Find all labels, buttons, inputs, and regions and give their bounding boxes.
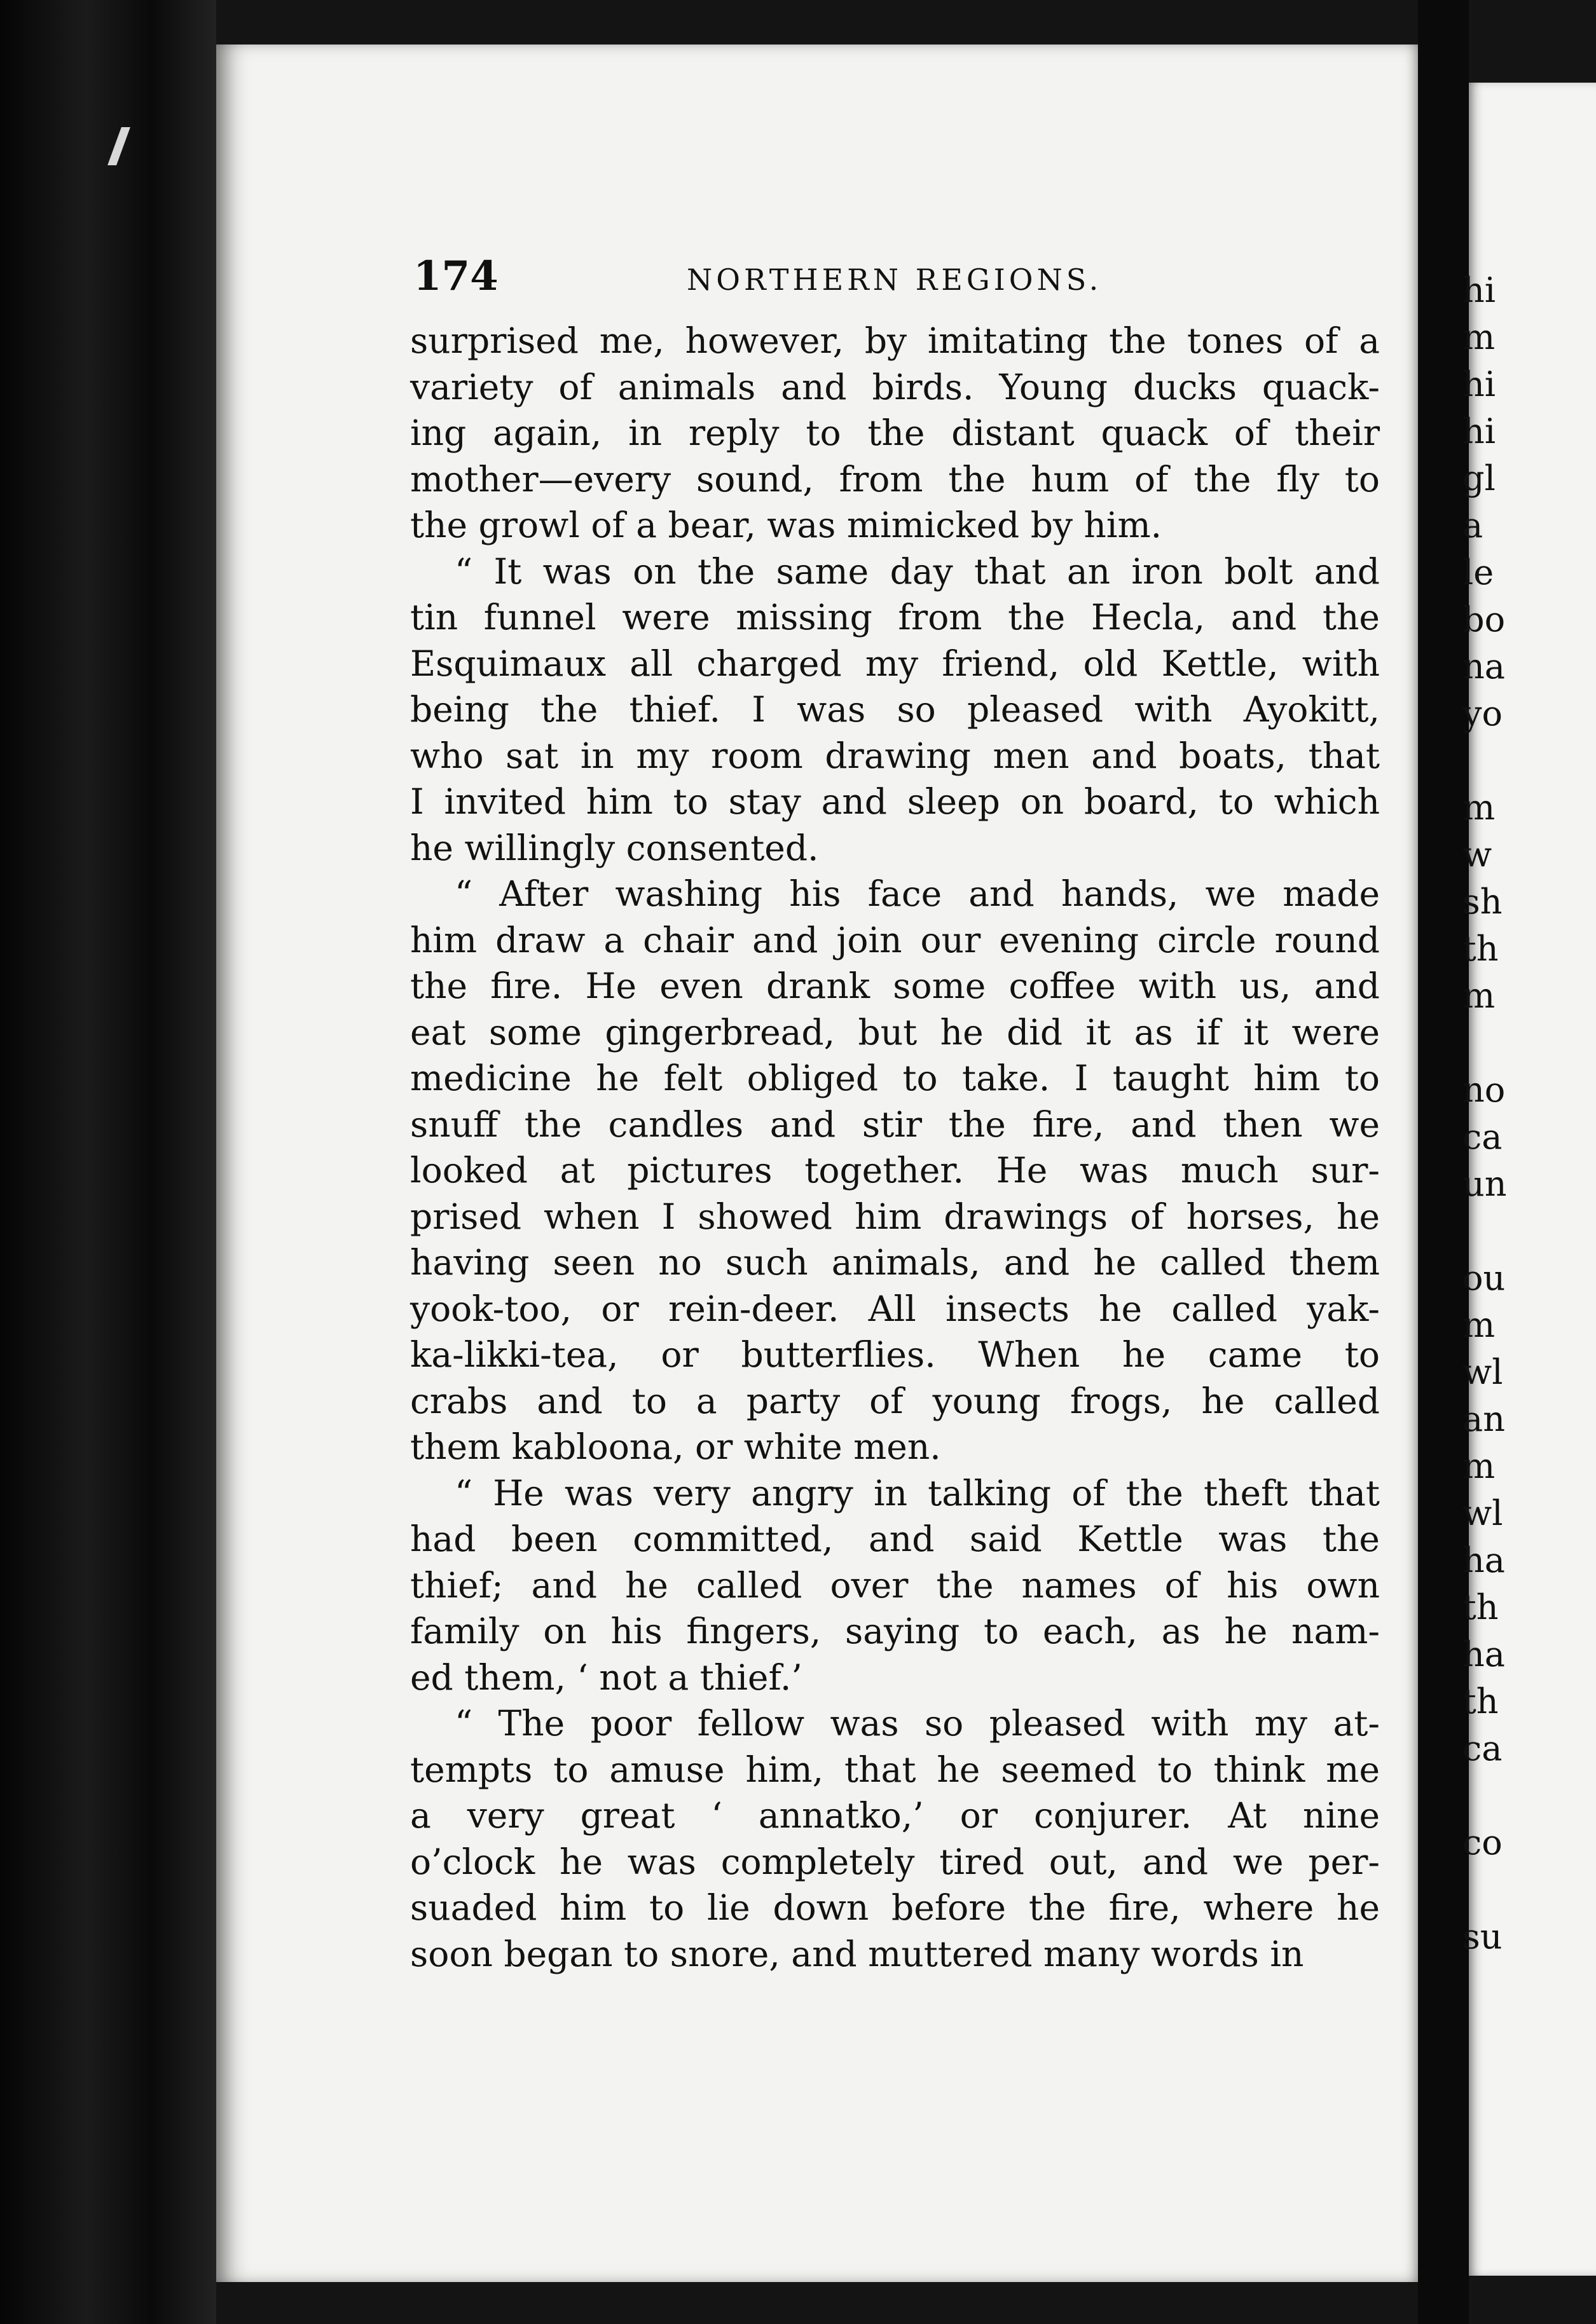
- text-line: him draw a chair and join our evening circle round: [410, 919, 1380, 960]
- text-line: “ He was very angry in talking of the theft that: [455, 1472, 1380, 1514]
- text-line: who sat in my room drawing men and boats, that: [410, 735, 1380, 776]
- text-line: them kabloona, or white men.: [410, 1426, 941, 1467]
- next-page-fragment: w: [1462, 835, 1492, 875]
- book-binding: [0, 0, 216, 2324]
- text-line: I invited him to stay and sleep on board, to which: [410, 781, 1380, 822]
- text-line: Esquimaux all charged my friend, old Kettle, with: [410, 643, 1380, 684]
- next-page-fragment: th: [1462, 1681, 1499, 1721]
- next-page-fragment: an: [1462, 1399, 1505, 1439]
- next-page-fragment: th: [1462, 1587, 1499, 1627]
- paragraph: [410, 318, 1380, 549]
- text-line: surprised me, however, by imitating the tones of a: [410, 320, 1380, 361]
- next-page-fragment: sh: [1462, 882, 1503, 922]
- next-page-fragment: ha: [1462, 1540, 1505, 1580]
- next-page-fragment: th: [1462, 929, 1499, 969]
- text-line: looked at pictures together. He was much sur-: [410, 1150, 1380, 1191]
- next-page-fragment: [1367, 1020, 1507, 1067]
- next-page-fragment: le: [1462, 552, 1494, 592]
- next-page-fragment: m: [1462, 317, 1496, 357]
- next-page-fragment: no: [1462, 1070, 1506, 1110]
- text-line: having seen no such animals, and he called them: [410, 1242, 1380, 1283]
- paragraph: [410, 1700, 1380, 1977]
- paragraph: [410, 1470, 1380, 1701]
- text-line: he willingly consented.: [410, 827, 819, 868]
- text-line: crabs and to a party of young frogs, he called: [410, 1380, 1380, 1421]
- next-page-fragment: m: [1462, 1305, 1496, 1345]
- next-page-fragment: su: [1462, 1917, 1503, 1957]
- next-page-fragment: [1367, 737, 1507, 784]
- text-line: ed them, ‘ not a thief.’: [410, 1657, 802, 1698]
- text-line: the growl of a bear, was mimicked by him.: [410, 505, 1162, 545]
- next-page-fragment: ha: [1462, 1634, 1505, 1674]
- binding-mark: [107, 127, 130, 165]
- page-number: 174: [413, 252, 499, 300]
- running-head: NORTHERN REGIONS.: [687, 263, 1103, 297]
- next-page-fragment: hi: [1462, 411, 1496, 451]
- text-line: prised when I showed him drawings of horses, he: [410, 1196, 1380, 1237]
- next-page-fragment: [1367, 1208, 1507, 1255]
- text-line: the fire. He even drank some coffee with us, and: [410, 966, 1380, 1006]
- paragraph: [410, 549, 1380, 871]
- text-line: eat some gingerbread, but he did it as if it were: [410, 1011, 1380, 1053]
- next-page-fragment: ou: [1462, 1258, 1506, 1298]
- next-page-fragment: gl: [1462, 458, 1496, 498]
- next-page-fragment: a: [1462, 505, 1483, 545]
- next-page-fragment: m: [1462, 976, 1496, 1016]
- next-page-edge: [1462, 83, 1596, 2276]
- next-page-fragment: m: [1462, 788, 1496, 828]
- text-line: a very great ‘ annatko,’ or conjurer. At nine: [410, 1795, 1380, 1836]
- next-page-fragment: [1367, 1772, 1507, 1819]
- text-line: ka-likki-tea, or butterflies. When he came to: [410, 1334, 1380, 1375]
- next-page-fragment: hi: [1462, 270, 1496, 310]
- text-line: variety of animals and birds. Young ducks quack-: [410, 366, 1380, 407]
- text-line: medicine he felt obliged to take. I taught him to: [410, 1058, 1380, 1098]
- next-page-fragment: hi: [1462, 364, 1496, 404]
- text-line: soon began to snore, and muttered many words in: [410, 1933, 1304, 1974]
- next-page-fragment: na: [1462, 646, 1505, 687]
- next-page-fragment: yo: [1462, 694, 1503, 734]
- text-line: had been committed, and said Kettle was the: [410, 1519, 1380, 1559]
- next-page-fragment: bo: [1462, 599, 1506, 639]
- page-header: [413, 245, 1386, 308]
- text-line: “ It was on the same day that an iron bolt and: [455, 550, 1380, 592]
- next-page-fragment: un: [1462, 1164, 1507, 1204]
- next-page-fragment: wl: [1462, 1493, 1503, 1533]
- next-page-fragments: [1367, 267, 1507, 1960]
- paragraph: [410, 871, 1380, 1470]
- text-line: snuff the candles and stir the fire, and then we: [410, 1104, 1380, 1145]
- text-line: mother—every sound, from the hum of the fly to: [410, 458, 1380, 500]
- next-page-fragment: [1367, 1866, 1507, 1913]
- text-line: thief; and he called over the names of his own: [410, 1564, 1380, 1606]
- text-line: being the thief. I was so pleased with Ayokitt,: [410, 689, 1380, 730]
- text-line: tin funnel were missing from the Hecla, and the: [410, 597, 1380, 638]
- text-line: o’clock he was completely tired out, and we per-: [410, 1841, 1380, 1882]
- next-page-fragment: ca: [1462, 1728, 1503, 1768]
- next-page-fragment: wl: [1462, 1352, 1503, 1392]
- text-line: “ The poor fellow was so pleased with my at-: [455, 1703, 1380, 1744]
- text-line: family on his fingers, saying to each, as he nam-: [410, 1611, 1380, 1651]
- body-text: [410, 318, 1380, 1977]
- text-line: ing again, in reply to the distant quack of their: [410, 413, 1380, 453]
- text-line: suaded him to lie down before the fire, where he: [410, 1887, 1380, 1928]
- next-page-fragment: ca: [1462, 1117, 1503, 1157]
- next-page-fragment: m: [1462, 1446, 1496, 1486]
- text-line: yook-too, or rein-deer. All insects he called yak-: [410, 1288, 1380, 1329]
- text-line: tempts to amuse him, that he seemed to think me: [410, 1749, 1380, 1790]
- text-line: “ After washing his face and hands, we made: [455, 873, 1380, 914]
- next-page-fragment: co: [1462, 1822, 1503, 1863]
